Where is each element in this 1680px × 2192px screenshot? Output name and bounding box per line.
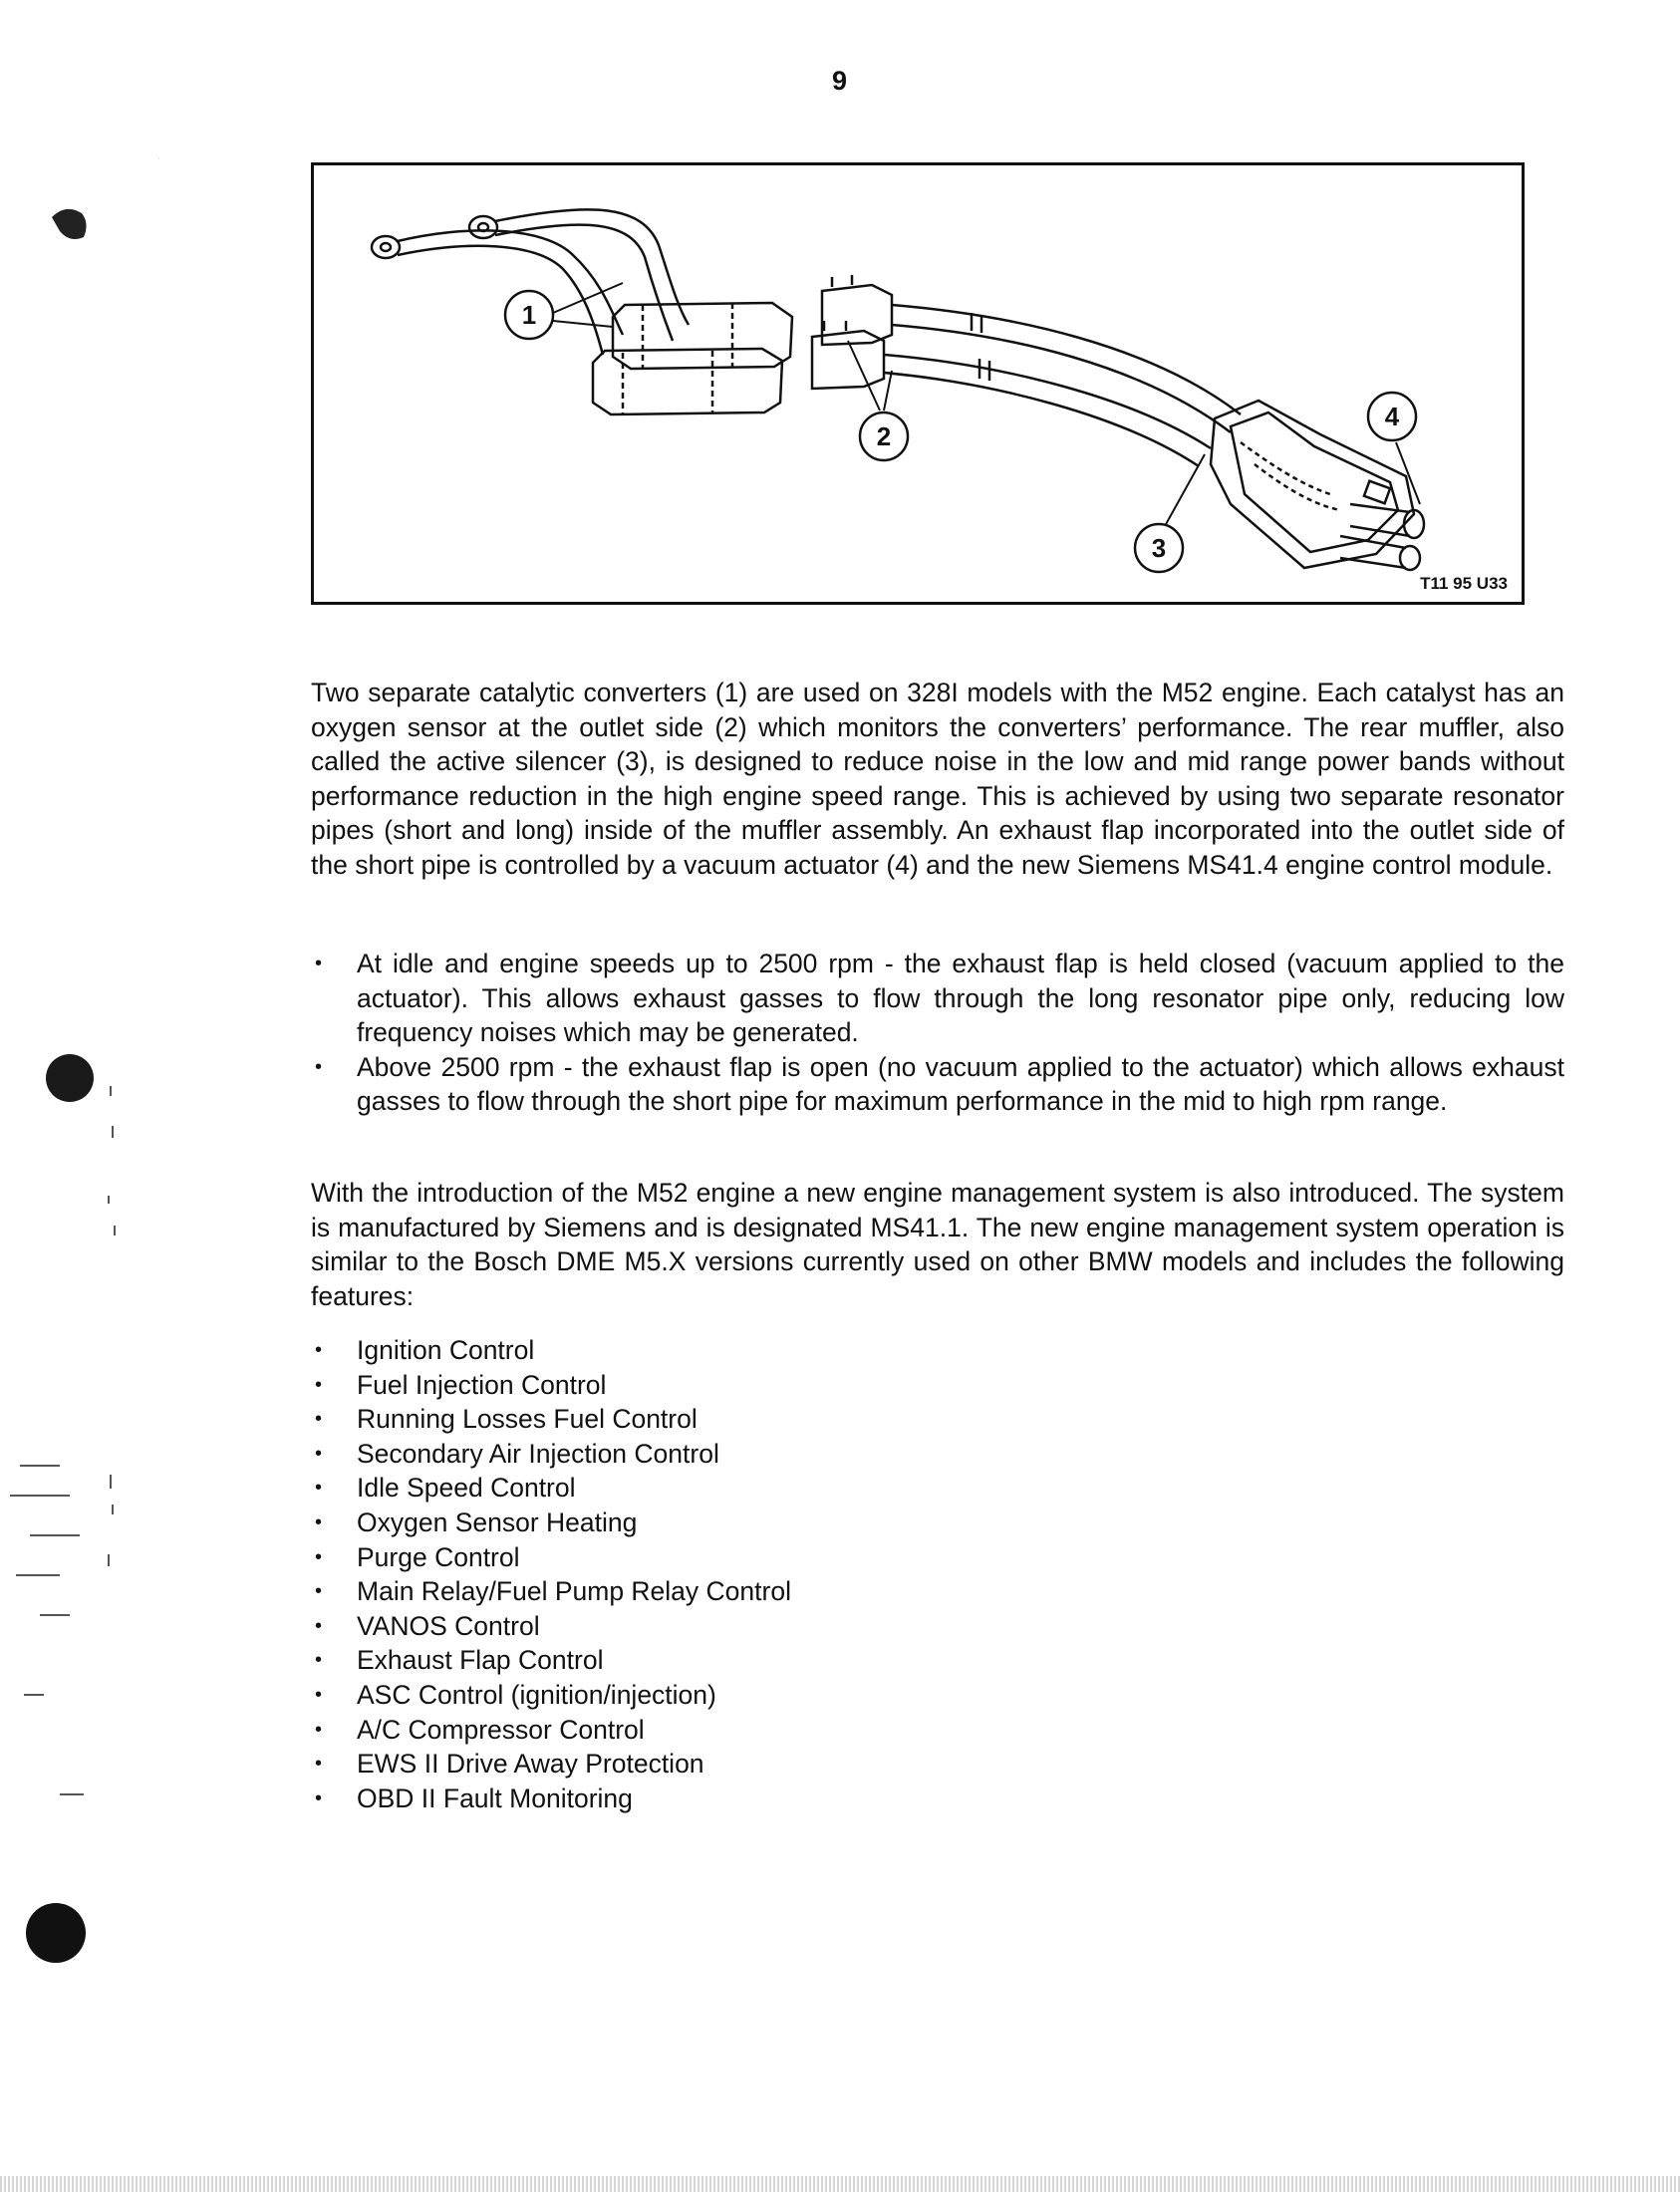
feature-text: Idle Speed Control — [357, 1473, 576, 1504]
list-item — [311, 1050, 1564, 1119]
bullet-icon: • — [315, 1614, 323, 1637]
list-item — [311, 1781, 1564, 1816]
bullet-icon: • — [315, 1477, 323, 1500]
list-item — [311, 1678, 1564, 1713]
list-item — [311, 1747, 1564, 1781]
callout-4: 4 — [1384, 402, 1400, 431]
list-item — [311, 947, 1564, 1050]
feature-text: EWS II Drive Away Protection — [357, 1749, 704, 1780]
scan-margin-marks — [0, 0, 159, 2192]
bullet-icon: • — [315, 1545, 323, 1568]
callout-3: 3 — [1151, 533, 1167, 563]
list-item — [311, 1609, 1564, 1644]
scan-edge-strip — [0, 2176, 1680, 2192]
feature-text: ASC Control (ignition/injection) — [357, 1679, 716, 1710]
bullet-icon: • — [315, 1055, 323, 1078]
bullet-icon: • — [315, 1649, 323, 1672]
feature-text: Main Relay/Fuel Pump Relay Control — [357, 1576, 791, 1607]
list-item — [311, 1402, 1564, 1437]
feature-text: Running Losses Fuel Control — [357, 1404, 698, 1435]
feature-text: Exhaust Flap Control — [357, 1645, 604, 1676]
bullet-icon: • — [315, 1580, 323, 1603]
exhaust-flap-bullet-list — [311, 947, 1564, 1119]
list-item — [311, 1437, 1564, 1472]
bullet-icon: • — [315, 1339, 323, 1361]
exhaust-system-figure — [311, 162, 1525, 605]
bullet-icon: • — [315, 1683, 323, 1706]
bullet-icon: • — [315, 1373, 323, 1396]
page-number: 9 — [831, 66, 849, 96]
bullet-icon: • — [315, 1718, 323, 1741]
bullet-text: At idle and engine speeds up to 2500 rpm - the exhaust flap is held closed (vacuum applied to the actuator). This allows exhaust gasses to flow through the long resonator pipe only, reducing low frequency noises which may be generated. — [357, 949, 1564, 1048]
list-item — [311, 1540, 1564, 1575]
callout-2: 2 — [876, 421, 892, 451]
bullet-icon: • — [315, 1408, 323, 1431]
feature-text: Ignition Control — [357, 1335, 535, 1365]
bullet-icon: • — [315, 1753, 323, 1776]
feature-text: Secondary Air Injection Control — [357, 1438, 719, 1469]
bullet-icon: • — [315, 1510, 323, 1533]
list-item — [311, 1506, 1564, 1540]
feature-text: A/C Compressor Control — [357, 1714, 645, 1745]
feature-text: OBD II Fault Monitoring — [357, 1782, 633, 1813]
paragraph-catalytic-converters: Two separate catalytic converters (1) are used on 328I models with the M52 engine. Each catalyst has an oxygen sensor at the outlet side (2) which monitors the converters’ performance. The rear muffler, also called the active silencer (3), is designed to reduce noise in the low and mid range power bands without performance reduction in the high engine speed range. This is achieved by using two separate resonator pipes (short and long) inside of the muffler assembly. An exhaust flap incorporated into the outlet side of the short pipe is controlled by a vacuum actuator (4) and the new Siemens MS41.4 engine control module. — [311, 678, 1564, 880]
bullet-text: Above 2500 rpm - the exhaust flap is open (no vacuum applied to the actuator) which allows exhaust gasses to flow through the short pipe for maximum performance in the mid to high rpm range. — [357, 1051, 1564, 1117]
features-list — [311, 1333, 1564, 1815]
list-item — [311, 1471, 1564, 1506]
bullet-icon: • — [315, 1442, 323, 1465]
list-item — [311, 1713, 1564, 1748]
feature-text: Oxygen Sensor Heating — [357, 1507, 638, 1537]
paragraph-engine-management: With the introduction of the M52 engine a new engine management system is also introduced. The system is manufactured by Siemens and is designated MS41.1. The new engine management system operation is similar to the Bosch DME M5.X versions currently used on other BMW models and includes the following features: — [311, 1178, 1564, 1311]
feature-text: Purge Control — [357, 1541, 520, 1572]
exhaust-system-drawing — [314, 165, 1522, 602]
callout-1: 1 — [521, 300, 537, 330]
list-item — [311, 1643, 1564, 1678]
bullet-icon: • — [315, 953, 323, 974]
figure-code: T11 95 U33 — [1420, 574, 1508, 593]
list-item — [311, 1574, 1564, 1609]
feature-text: Fuel Injection Control — [357, 1369, 607, 1400]
bullet-icon: • — [315, 1786, 323, 1809]
feature-text: VANOS Control — [357, 1610, 540, 1641]
list-item — [311, 1333, 1564, 1368]
list-item — [311, 1368, 1564, 1403]
